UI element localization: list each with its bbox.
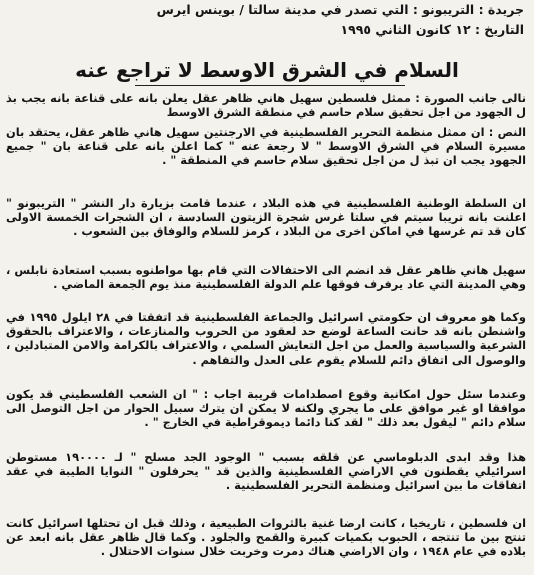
article-paragraph: ان السلطة الوطنية الفلسطينية في هذه البلاد ، عندما قامت بزيارة دار النشر " التريبونو " اعلنت بانه تريبا سيتم في سلتا غرس شجرة الزيتون السادسة ، ان الشجرات الخمسة الاولى كان قد تم غرسها في اماكن اخرى من البلاد ، كرمز للسلام والوفاق بين الشعوب . (6, 196, 526, 239)
article-paragraph: وكما هو معروف ان حكومتي اسرائيل والجماعة الفلسطينية قد اتفقتا في ٢٨ ايلول ١٩٩٥ في واشنطن بانه قد حانت الساعة لوضع حد لعقود من الحروب والمنازعات ، والاعتراف بالحقوق الشرعية والسياسية والعمل من اجل التعايش السلمي ، والاعتراف بالكرامة والامن المتبادلين ، والوصول الى اتفاق دائم للسلام يقوم على العدل والتفاهم . (6, 310, 526, 367)
article-paragraph: ان فلسطين ، تاريخيا ، كانت ارضا غنية بالثروات الطبيعية ، وذلك قبل ان تحتلها اسرائيل كانت تنتج بين ما تنتجه ، الحبوب بكميات كبيرة والقمح والجلود . وكما قال ظاهر عقل بانه ابعد عن بلاده في عام ١٩٤٨ ، وان الاراضي هناك دمرت وخربت خلال سنوات الاحتلال . (6, 516, 526, 559)
newspaper-source-line: جريدة : التريبونو : التي تصدر في مدينة سالتا / بوينس ايرس (156, 2, 524, 17)
article-paragraph: سهيل هاني ظاهر عقل قد انضم الى الاحتفالات التي قام بها مواطنوه بسبب استعادة نابلس ، وهي المدينة التي عاد يرفرف فوقها علم الدولة الفلسطينية منذ يوم الجمعة الماضي . (6, 263, 526, 292)
title-underline (135, 85, 405, 86)
article-title: السلام في الشرق الاوسط لا تراجع عنه (75, 58, 459, 82)
article-paragraph: وعندما سئل حول امكانية وقوع اصطدامات قريبة اجاب : " ان الشعب الفلسطيني قد يكون موافقا او غير موافق على ما يجري ولكنه لا يمكن ان يترك سبيل الحوار من اجل التوصل الى سلام دائم " ليقول بعد ذلك " لقد كنا دائما ديموقراطية في الخارج " . (6, 387, 526, 430)
article-paragraph: هذا وقد ابدى الدبلوماسي عن قلقه بسبب " الوجود الجد مسلح " لـ ١٩٠٠٠٠ مستوطن اسرائيلي يقطنون في الاراضي الفلسطينية والذين قد " يحرفلون " النوايا الطيبة في عقد اتفاقات ما بين اسرائيل ومنظمة التحرير الفلسطينية . (6, 450, 526, 493)
article-paragraph-caption: نالى جانب الصورة : ممثل فلسطين سهيل هاني ظاهر عقل يعلن بانه على قناعة بانه يجب بذ ل الجهود من اجل تحقيق سلام حاسم في منطقة الشرق الاوسط (6, 91, 526, 120)
date-line: التاريخ : ١٢ كانون الثاني ١٩٩٥ (340, 22, 524, 37)
article-paragraph: النص : ان ممثل منظمة التحرير الفلسطينية في الارجنتين سهيل هاني ظاهر عقل، يحتقد بان مسيرة السلام في الشرق الاوسط " لا رجعة عنه " كما اعلن بانه على قناعة بان " جميع الجهود يجب ان تبذ ل من اجل تحقيق سلام حاسم في المنطقة " . (6, 125, 526, 168)
